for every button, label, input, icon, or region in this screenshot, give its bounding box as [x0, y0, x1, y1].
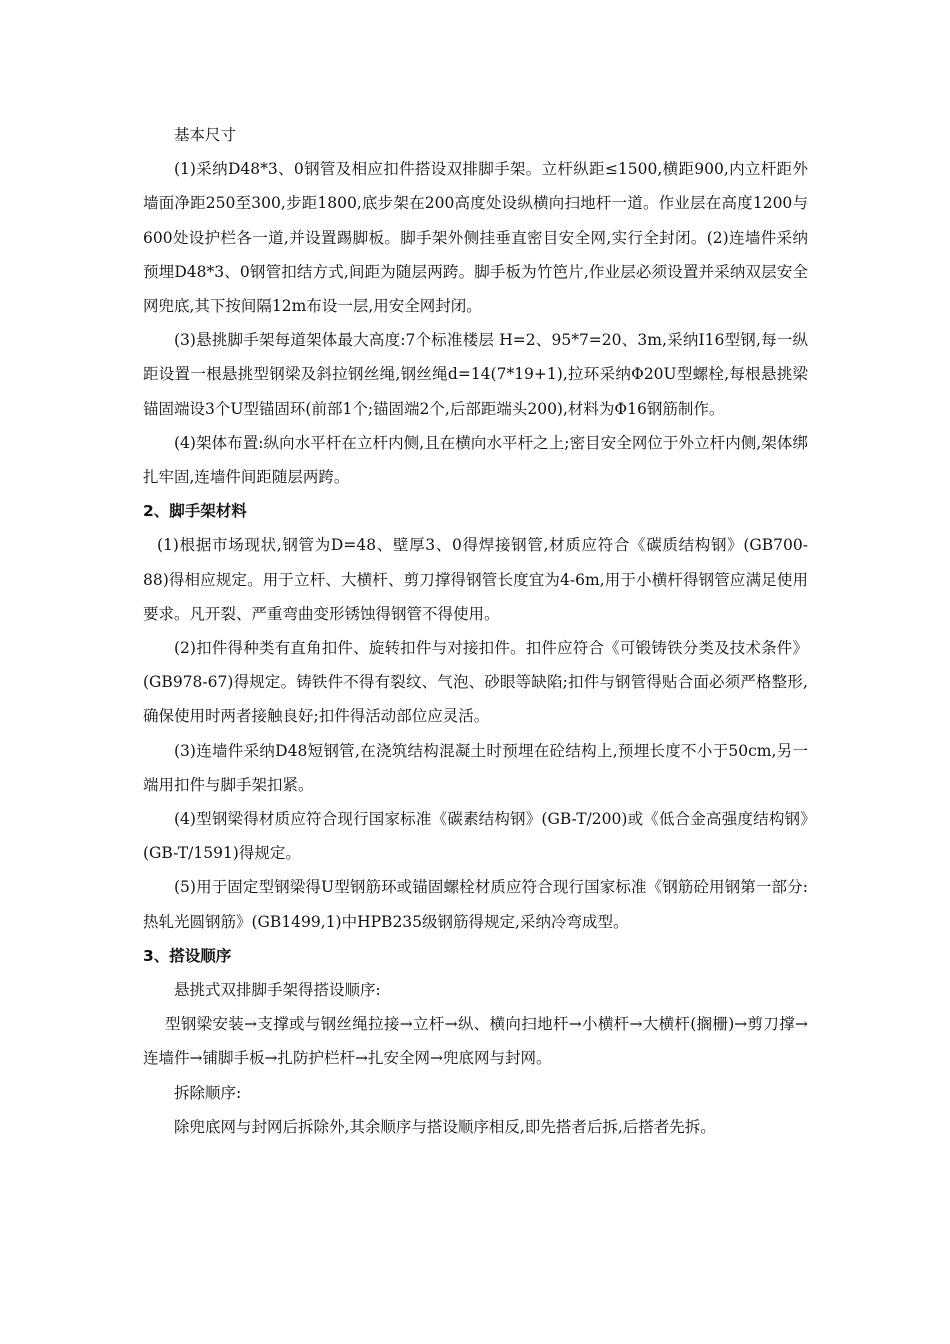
- section-title-basic-dimensions: 基本尺寸: [174, 126, 237, 144]
- material-item-1: (1)根据市场现状,钢管为D=48、壁厚3、0得焊接钢管,材质应符合《碳质结构钢》(GB700-88)得相应规定。用于立杆、大横杆、剪刀撑得钢管长度宜为4-6m,用于小横杆得钢管应满足使用要求。凡开裂、严重弯曲变形锈蚀得钢管不得使用。: [143, 536, 808, 623]
- paragraph-4: (4)架体布置:纵向水平杆在立杆内侧,且在横向水平杆之上;密目安全网位于外立杆内侧,架体绑扎牢固,连墙件间距随层两跨。: [143, 433, 808, 487]
- material-item-5: (5)用于固定型钢梁得U型钢筋环或锚固螺栓材质应符合现行国家标准《钢筋砼用钢第一部分:热轧光圆钢筋》(GB1499,1)中HPB235级钢筋得规定,采纳冷弯成型。: [143, 878, 808, 931]
- sequence-intro: 悬挑式双排脚手架得搭设顺序:: [174, 981, 381, 1000]
- removal-title: 拆除顺序:: [174, 1083, 242, 1102]
- material-item-2: (2)扣件得种类有直角扣件、旋转扣件与对接扣件。扣件应符合《可锻铸铁分类及技术条件》(GB978-67)得规定。铸铁件不得有裂纹、气泡、砂眼等缺陷;扣件与钢管得贴合面必须严格整形,确保使用时两者接触良好;扣件得活动部位应灵活。: [143, 639, 808, 726]
- material-item-3: (3)连墙件采纳D48短钢管,在浇筑结构混凝土时预埋在砼结构上,预埋长度不小于50cm,另一端用扣件与脚手架扣紧。: [143, 741, 808, 794]
- paragraph-1: (1)采纳D48*3、0钢管及相应扣件搭设双排脚手架。立杆纵距≤1500,横距900,内立杆距外墙面净距250至300,步距1800,底步架在200高度处设纵横向扫地杆一道。作业层在高度1200与600处设护栏各一道,并设置踢脚板。脚手架外侧挂垂直密目安全网,实行全封闭。(2)连墙件采纳预埋D48*3、0钢管扣结方式,间距为随层两跨。脚手板为竹笆片,作业层必须设置并采纳双层安全网兜底,其下按间隔12m布设一层,用安全网封闭。: [143, 160, 808, 316]
- sequence-steps: 型钢梁安装→支撑或与钢丝绳拉接→立杆→纵、横向扫地杆→小横杆→大横杆(搁栅)→剪刀撑→连墙件→铺脚手板→扎防护栏杆→扎安全网→兜底网与封网。: [143, 1015, 808, 1068]
- removal-text: 除兜底网与封网后拆除外,其余顺序与搭设顺序相反,即先搭者后拆,后搭者先拆。: [174, 1117, 716, 1136]
- document-page: [143, 118, 808, 1144]
- heading-scaffold-materials: 2、脚手架材料: [143, 502, 247, 521]
- paragraph-3: (3)悬挑脚手架每道架体最大高度:7个标准楼层 H=2、95*7=20、3m,采纳I16型钢,每一纵距设置一根悬挑型钢梁及斜拉钢丝绳,钢丝绳d=14(7*19+1),拉环采纳Φ20U型螺栓,每根悬挑梁锚固端设3个U型锚固环(前部1个;锚固端2个,后部距端头200),材料为Φ16钢筋制作。: [143, 331, 808, 418]
- material-item-4: (4)型钢梁得材质应符合现行国家标准《碳素结构钢》(GB-T/200)或《低合金高强度结构钢》(GB-T/1591)得规定。: [143, 810, 808, 863]
- heading-erection-sequence: 3、搭设顺序: [143, 946, 232, 965]
